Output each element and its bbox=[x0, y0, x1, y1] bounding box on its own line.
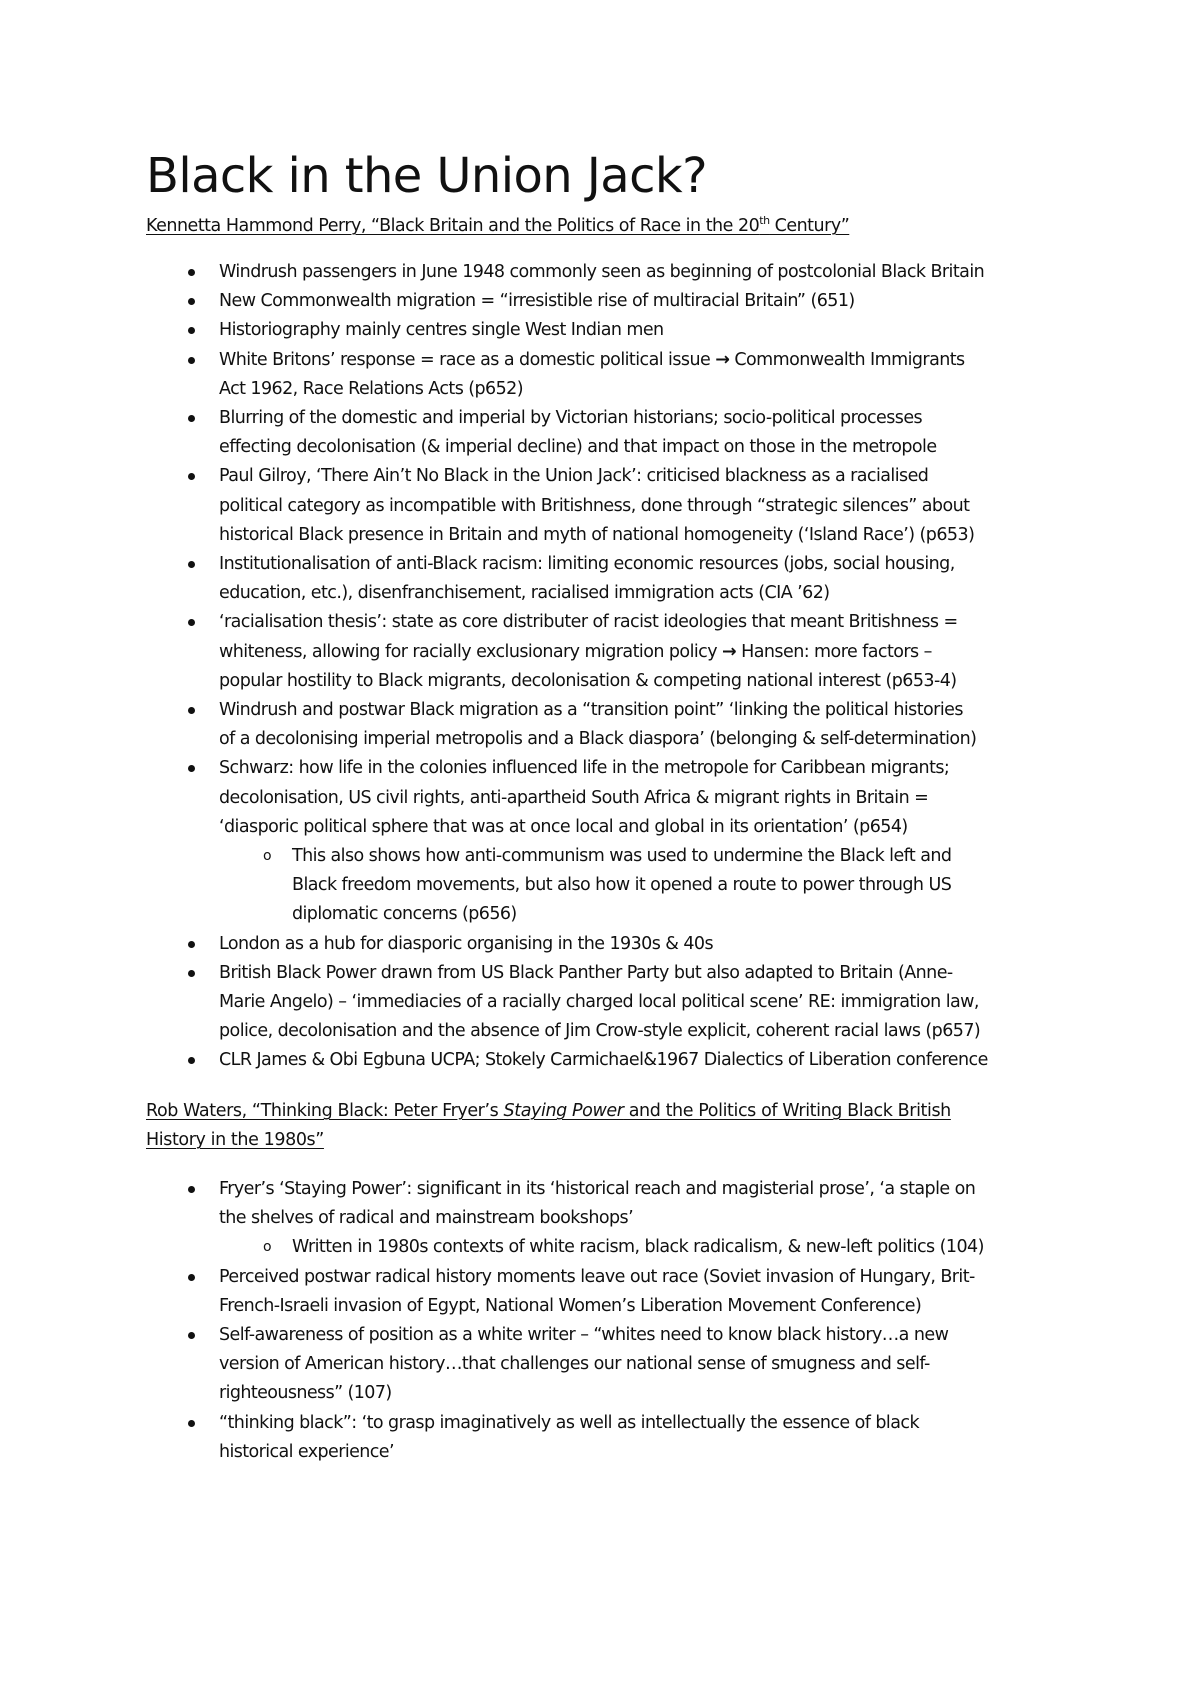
list-item-text: Schwarz: how life in the colonies influenced life in the metropole for Caribbean migrants; bbox=[219, 758, 950, 779]
list-item bbox=[146, 258, 1186, 287]
list-item-text: ‘diasporic political sphere that was at once local and global in its orientation’ (p654) bbox=[219, 816, 908, 837]
list-item-text: Act 1962, Race Relations Acts (p652) bbox=[219, 378, 523, 399]
heading-line: History in the 1980s” bbox=[146, 1130, 324, 1150]
list-item bbox=[146, 550, 1186, 608]
bullet-icon bbox=[188, 970, 195, 977]
heading-text: Kennetta Hammond Perry, “Black Britain and the Politics of Race in the 20 bbox=[146, 216, 760, 236]
list-item bbox=[146, 754, 1186, 842]
list-item bbox=[146, 287, 1186, 316]
arrow-right-icon: → bbox=[722, 641, 737, 662]
waters-notes-list bbox=[146, 1175, 1186, 1467]
list-item-text: of a decolonising imperial metropolis and a Black diaspora’ (belonging & self-determination) bbox=[219, 729, 977, 750]
list-item-text: Blurring of the domestic and imperial by Victorian historians; socio-political processes bbox=[219, 408, 923, 429]
list-item-text: effecting decolonisation (& imperial decline) and that impact on those in the metropole bbox=[219, 437, 937, 458]
bullet-icon bbox=[188, 941, 195, 948]
list-item-text: Marie Angelo) – ‘immediacies of a racially charged local political scene’ RE: immigration law, bbox=[219, 992, 979, 1013]
bullet-icon bbox=[188, 1274, 195, 1281]
list-item bbox=[146, 1409, 1186, 1467]
bullet-icon bbox=[188, 561, 195, 568]
list-item-text: Paul Gilroy, ‘There Ain’t No Black in the Union Jack’: criticised blackness as a racialised bbox=[219, 466, 929, 487]
sub-list-item bbox=[146, 842, 1186, 930]
list-item bbox=[146, 462, 1186, 550]
list-item-text: Institutionalisation of anti-Black racism: limiting economic resources (jobs, social housing, bbox=[219, 554, 955, 575]
list-item bbox=[146, 404, 1186, 462]
bullet-icon bbox=[188, 473, 195, 480]
list-item-text: This also shows how anti-communism was used to undermine the Black left and bbox=[292, 846, 952, 867]
heading-line bbox=[146, 1097, 951, 1126]
sub-bullet-icon: o bbox=[263, 1239, 272, 1256]
page-title: Black in the Union Jack? bbox=[146, 148, 707, 204]
bullet-icon bbox=[188, 357, 195, 364]
bullet-icon bbox=[188, 619, 195, 626]
list-item-text: diplomatic concerns (p656) bbox=[292, 904, 517, 925]
list-item-text: Historiography mainly centres single West Indian men bbox=[219, 320, 664, 341]
list-item-text: Windrush and postwar Black migration as a “transition point” ‘linking the political histories bbox=[219, 700, 963, 721]
list-item bbox=[146, 930, 1186, 959]
bullet-icon bbox=[188, 707, 195, 714]
perry-notes-list bbox=[146, 258, 1186, 1076]
list-item bbox=[146, 316, 1186, 345]
list-item-text: popular hostility to Black migrants, decolonisation & competing national interest (p653-4) bbox=[219, 670, 957, 691]
bullet-icon bbox=[188, 1420, 195, 1427]
list-item-text: Windrush passengers in June 1948 commonly seen as beginning of postcolonial Black Britain bbox=[219, 262, 985, 282]
list-item-text: New Commonwealth migration = “irresistible rise of multiracial Britain” (651) bbox=[219, 291, 855, 312]
list-item-text: historical Black presence in Britain and myth of national homogeneity (‘Island Race’) (p653) bbox=[219, 524, 975, 545]
list-item bbox=[146, 1263, 1186, 1321]
list-item-text: Black freedom movements, but also how it opened a route to power through US bbox=[292, 875, 952, 896]
bullet-icon bbox=[188, 327, 195, 334]
list-item-text: British Black Power drawn from US Black Panther Party but also adapted to Britain (Anne- bbox=[219, 962, 953, 983]
bullet-icon bbox=[188, 1332, 195, 1339]
bullet-icon bbox=[188, 269, 195, 276]
list-item bbox=[146, 696, 1186, 754]
list-item-text: education, etc.), disenfranchisement, racialised immigration acts (CIA ’62) bbox=[219, 583, 830, 604]
bullet-icon bbox=[188, 1057, 195, 1064]
heading-text: and the Politics of Writing Black British bbox=[623, 1101, 951, 1121]
list-item-text: Self-awareness of position as a white writer – “whites need to know black history…a new bbox=[219, 1325, 949, 1346]
section-heading-perry bbox=[146, 212, 849, 241]
list-item bbox=[146, 1046, 1186, 1075]
sub-list-item bbox=[146, 1233, 1186, 1262]
sub-bullet-icon: o bbox=[263, 848, 272, 865]
list-item-text: political category as incompatible with Britishness, done through “strategic silences” about bbox=[219, 495, 970, 516]
list-item bbox=[146, 1321, 1186, 1409]
list-item-text: decolonisation, US civil rights, anti-apartheid South Africa & migrant rights in Britain = bbox=[219, 787, 929, 808]
heading-superscript: th bbox=[759, 214, 770, 227]
list-item-text: White Britons’ response = race as a domestic political issue → Commonwealth Immigrants bbox=[219, 349, 965, 370]
list-item-text: CLR James & Obi Egbuna UCPA; Stokely Carmichael&1967 Dialectics of Liberation conference bbox=[219, 1050, 988, 1071]
book-title: Staying Power bbox=[503, 1101, 624, 1121]
bullet-icon bbox=[188, 298, 195, 305]
list-item-text: Perceived postwar radical history moments leave out race (Soviet invasion of Hungary, Brit- bbox=[219, 1266, 975, 1287]
list-item-text: version of American history…that challenges our national sense of smugness and self- bbox=[219, 1354, 930, 1375]
heading-text: Rob Waters, “Thinking Black: Peter Fryer’s bbox=[146, 1101, 504, 1121]
list-item bbox=[146, 346, 1186, 404]
bullet-icon bbox=[188, 1186, 195, 1193]
list-item-text: ‘racialisation thesis’: state as core distributer of racist ideologies that meant Britishness = bbox=[219, 612, 958, 633]
bullet-icon bbox=[188, 765, 195, 772]
list-item bbox=[146, 1175, 1186, 1233]
list-item-text: Written in 1980s contexts of white racism, black radicalism, & new-left politics (104) bbox=[292, 1237, 984, 1258]
list-item-text: historical experience’ bbox=[219, 1441, 394, 1462]
list-item-text: whiteness, allowing for racially exclusionary migration policy → Hansen: more factors – bbox=[219, 641, 932, 662]
list-item-text: the shelves of radical and mainstream bookshops’ bbox=[219, 1208, 634, 1229]
bullet-icon bbox=[188, 415, 195, 422]
section-heading-waters bbox=[146, 1097, 951, 1155]
list-item bbox=[146, 959, 1186, 1047]
list-item-text: righteousness” (107) bbox=[219, 1383, 392, 1404]
arrow-right-icon: → bbox=[715, 349, 730, 370]
list-item-text: police, decolonisation and the absence of Jim Crow-style explicit, coherent racial laws (p657) bbox=[219, 1021, 981, 1042]
list-item bbox=[146, 608, 1186, 696]
list-item-text: “thinking black”: ‘to grasp imaginatively as well as intellectually the essence of black bbox=[219, 1412, 920, 1433]
list-item-text: London as a hub for diasporic organising in the 1930s & 40s bbox=[219, 933, 714, 954]
list-item-text: French-Israeli invasion of Egypt, National Women’s Liberation Movement Conference) bbox=[219, 1295, 922, 1316]
list-item-text: Fryer’s ‘Staying Power’: significant in its ‘historical reach and magisterial prose’, ‘a staple on bbox=[219, 1179, 976, 1199]
heading-tail: Century” bbox=[769, 216, 850, 236]
